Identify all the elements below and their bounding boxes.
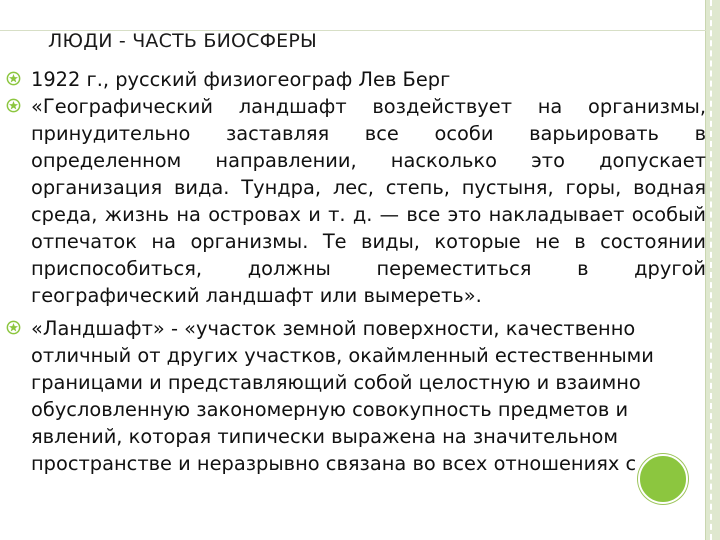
- bullet-text: «Ландшафт» - «участок земной поверхности, качественно отличный от других участков, окаймленный естественными границами и представляющий собой целостную и взаимно обусловленную закономерную совокупность предметов и явлений, которая типически выражена на значительном пространстве и неразрывно связана во всех отношениях с: [31, 317, 654, 475]
- bullet-item: [0, 66, 706, 93]
- star-bullet-icon: [6, 320, 21, 335]
- decorative-circle: [638, 454, 688, 504]
- bullet-text: «Географический ландшафт воздействует на организмы, принудительно заставляя все особи варьировать в определенном направлении, насколько это допускает организация вида. Тундра, лес, степь, пустыня, горы, водная среда, жизнь на островах и т. д. — все это накладывает особый отпечаток на организмы. Те виды, которые не в состоянии приспособиться, должны переместиться в другой географический ландшафт или вымереть».: [31, 95, 706, 307]
- star-bullet-icon: [6, 98, 21, 113]
- bullet-text: 1922 г., русский физиогеограф Лев Берг: [31, 68, 451, 91]
- side-stitch-line: [710, 0, 716, 540]
- bullet-item: [0, 93, 706, 309]
- bullet-list: [0, 66, 706, 477]
- slide-title: ЛЮДИ - ЧАСТЬ БИОСФЕРЫ: [48, 30, 318, 52]
- bullet-item: [0, 315, 706, 477]
- star-bullet-icon: [6, 71, 21, 86]
- side-decoration-bar: [705, 0, 720, 540]
